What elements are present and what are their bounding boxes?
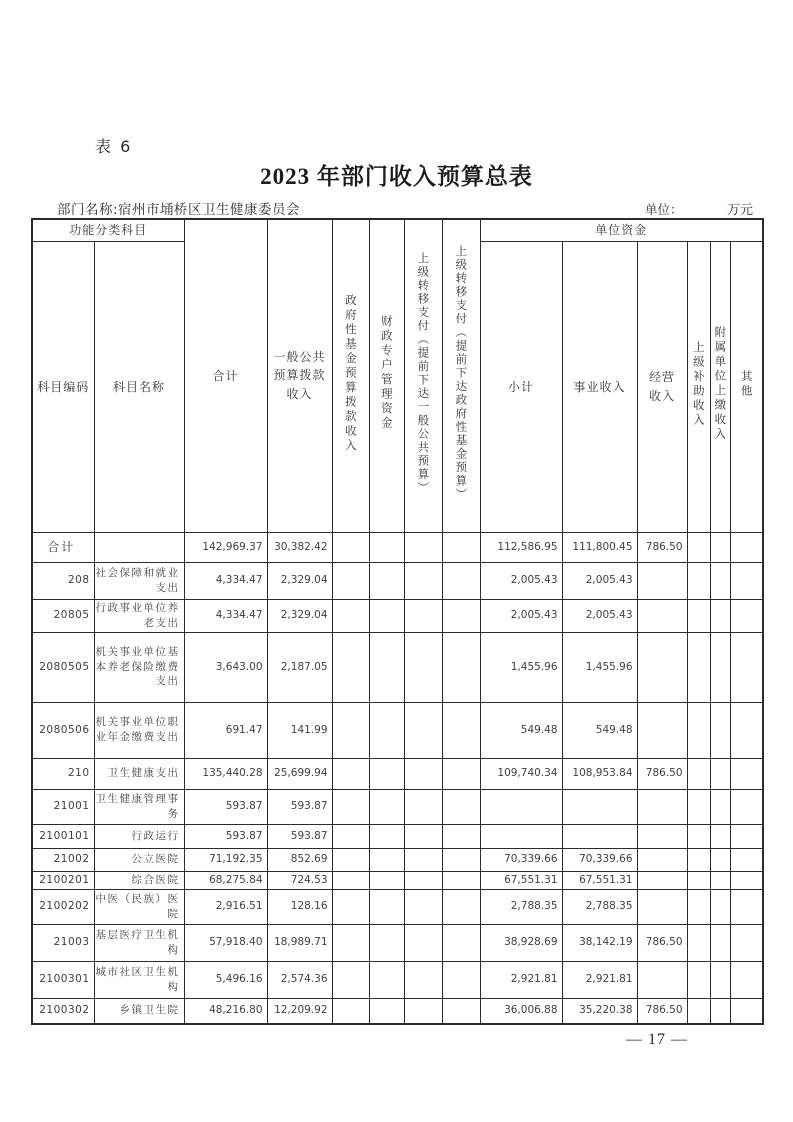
cell-affiliated xyxy=(710,824,730,848)
cell-subtotal xyxy=(480,789,562,824)
cell-subtotal: 2,005.43 xyxy=(480,599,562,632)
cell-code: 2100302 xyxy=(32,998,94,1024)
cell-name: 基层医疗卫生机构 xyxy=(94,924,184,961)
page-number: — 17 — xyxy=(626,1031,688,1048)
cell-name: 社会保障和就业支出 xyxy=(94,562,184,599)
cell-fiscal xyxy=(369,848,404,871)
table-row xyxy=(32,824,763,848)
cell-name: 行政运行 xyxy=(94,824,184,848)
cell-name: 公立医院 xyxy=(94,848,184,871)
group-header-functional-classification-label: 功能分类科目 xyxy=(69,223,148,238)
cell-transfer1 xyxy=(404,532,442,562)
table-row xyxy=(32,871,763,889)
cell-subsidy xyxy=(687,998,710,1024)
cell-subtotal xyxy=(480,824,562,848)
cell-govfund xyxy=(332,562,369,599)
group-header-unit-funds-label: 单位资金 xyxy=(595,223,648,238)
cell-name: 卫生健康管理事务 xyxy=(94,789,184,824)
cell-total: 691.47 xyxy=(184,702,267,758)
cell-business: 2,005.43 xyxy=(562,599,637,632)
cell-transfer1 xyxy=(404,871,442,889)
cell-other xyxy=(730,599,763,632)
cell-name: 乡镇卫生院 xyxy=(94,998,184,1024)
col-header-business-income-label: 事业收入 xyxy=(573,379,626,394)
cell-transfer2 xyxy=(442,632,480,702)
cell-operating xyxy=(637,889,687,924)
cell-general: 593.87 xyxy=(267,789,332,824)
table-row xyxy=(32,632,763,702)
cell-name: 中医（民族）医院 xyxy=(94,889,184,924)
cell-name xyxy=(94,532,184,562)
table-row xyxy=(32,924,763,961)
cell-other xyxy=(730,532,763,562)
cell-transfer2 xyxy=(442,532,480,562)
cell-govfund xyxy=(332,848,369,871)
cell-code: 210 xyxy=(32,758,94,789)
cell-affiliated xyxy=(710,532,730,562)
table-header xyxy=(32,219,763,532)
col-header-transfer-general xyxy=(404,219,442,532)
cell-total: 3,643.00 xyxy=(184,632,267,702)
cell-subsidy xyxy=(687,632,710,702)
cell-operating xyxy=(637,702,687,758)
cell-code: 2100101 xyxy=(32,824,94,848)
table-row xyxy=(32,889,763,924)
cell-transfer2 xyxy=(442,789,480,824)
cell-govfund xyxy=(332,789,369,824)
cell-business xyxy=(562,824,637,848)
cell-business: 549.48 xyxy=(562,702,637,758)
col-header-subtotal xyxy=(480,241,562,532)
cell-code: 2080505 xyxy=(32,632,94,702)
cell-general: 2,574.36 xyxy=(267,961,332,998)
budget-income-table xyxy=(31,218,764,1025)
cell-affiliated xyxy=(710,871,730,889)
cell-subsidy xyxy=(687,871,710,889)
cell-transfer2 xyxy=(442,924,480,961)
cell-general: 141.99 xyxy=(267,702,332,758)
cell-code: 2100301 xyxy=(32,961,94,998)
cell-operating: 786.50 xyxy=(637,532,687,562)
table-number-label: 表 6 xyxy=(95,137,133,156)
col-header-subject-name-label: 科目名称 xyxy=(113,379,166,394)
cell-general: 128.16 xyxy=(267,889,332,924)
col-header-total-label: 合计 xyxy=(212,368,239,383)
cell-affiliated xyxy=(710,848,730,871)
cell-transfer2 xyxy=(442,961,480,998)
cell-total: 135,440.28 xyxy=(184,758,267,789)
cell-other xyxy=(730,758,763,789)
cell-total: 48,216.80 xyxy=(184,998,267,1024)
cell-subsidy xyxy=(687,789,710,824)
cell-subsidy xyxy=(687,599,710,632)
cell-operating xyxy=(637,871,687,889)
cell-general: 2,329.04 xyxy=(267,562,332,599)
cell-transfer2 xyxy=(442,871,480,889)
cell-affiliated xyxy=(710,632,730,702)
cell-affiliated xyxy=(710,562,730,599)
col-header-transfer-gov-fund-label: 上级转移支付（提前下达政府性基金预算） xyxy=(454,245,469,502)
cell-transfer1 xyxy=(404,599,442,632)
cell-transfer1 xyxy=(404,702,442,758)
cell-govfund xyxy=(332,599,369,632)
cell-general: 2,329.04 xyxy=(267,599,332,632)
cell-transfer2 xyxy=(442,889,480,924)
cell-subtotal: 70,339.66 xyxy=(480,848,562,871)
table-row xyxy=(32,961,763,998)
cell-fiscal xyxy=(369,889,404,924)
cell-name: 卫生健康支出 xyxy=(94,758,184,789)
cell-code: 21001 xyxy=(32,789,94,824)
unit-label: 单位： xyxy=(645,202,683,217)
cell-other xyxy=(730,889,763,924)
cell-transfer1 xyxy=(404,961,442,998)
col-header-other xyxy=(730,241,763,532)
cell-govfund xyxy=(332,924,369,961)
col-header-subject-code-label: 科目编码 xyxy=(37,379,90,394)
cell-affiliated xyxy=(710,702,730,758)
page-title: 2023 年部门收入预算总表 xyxy=(260,164,533,189)
col-header-total xyxy=(184,219,267,532)
cell-govfund xyxy=(332,632,369,702)
cell-operating: 786.50 xyxy=(637,924,687,961)
cell-code: 合计 xyxy=(32,532,94,562)
cell-business: 70,339.66 xyxy=(562,848,637,871)
unit-value: 万元 xyxy=(727,203,754,218)
cell-business: 35,220.38 xyxy=(562,998,637,1024)
table-row xyxy=(32,599,763,632)
col-header-operating-income xyxy=(637,241,687,532)
cell-name: 城市社区卫生机构 xyxy=(94,961,184,998)
cell-total: 4,334.47 xyxy=(184,562,267,599)
col-header-subtotal-label: 小计 xyxy=(508,379,535,394)
cell-affiliated xyxy=(710,961,730,998)
cell-code: 20805 xyxy=(32,599,94,632)
cell-code: 2100202 xyxy=(32,889,94,924)
cell-transfer1 xyxy=(404,824,442,848)
cell-subsidy xyxy=(687,961,710,998)
cell-name: 综合医院 xyxy=(94,871,184,889)
cell-operating xyxy=(637,632,687,702)
col-header-gov-fund-budget xyxy=(332,219,369,532)
cell-affiliated xyxy=(710,758,730,789)
table-body xyxy=(32,532,763,1024)
cell-other xyxy=(730,924,763,961)
cell-fiscal xyxy=(369,532,404,562)
cell-subtotal: 112,586.95 xyxy=(480,532,562,562)
col-header-affiliated-unit-remitted-income xyxy=(710,241,730,532)
cell-code: 21003 xyxy=(32,924,94,961)
cell-business: 2,788.35 xyxy=(562,889,637,924)
department-name: 部门名称:宿州市埇桥区卫生健康委员会 xyxy=(57,202,301,218)
cell-affiliated xyxy=(710,599,730,632)
cell-general: 2,187.05 xyxy=(267,632,332,702)
cell-govfund xyxy=(332,702,369,758)
cell-subsidy xyxy=(687,758,710,789)
cell-total: 57,918.40 xyxy=(184,924,267,961)
cell-subtotal: 2,788.35 xyxy=(480,889,562,924)
cell-business: 1,455.96 xyxy=(562,632,637,702)
cell-affiliated xyxy=(710,998,730,1024)
cell-fiscal xyxy=(369,562,404,599)
cell-govfund xyxy=(332,824,369,848)
cell-operating: 786.50 xyxy=(637,758,687,789)
cell-transfer1 xyxy=(404,758,442,789)
cell-code: 208 xyxy=(32,562,94,599)
cell-fiscal xyxy=(369,998,404,1024)
cell-operating xyxy=(637,961,687,998)
cell-transfer1 xyxy=(404,848,442,871)
table-row xyxy=(32,758,763,789)
cell-affiliated xyxy=(710,924,730,961)
cell-transfer1 xyxy=(404,562,442,599)
cell-fiscal xyxy=(369,758,404,789)
cell-business: 111,800.45 xyxy=(562,532,637,562)
cell-name: 机关事业单位职业年金缴费支出 xyxy=(94,702,184,758)
cell-govfund xyxy=(332,961,369,998)
cell-subtotal: 109,740.34 xyxy=(480,758,562,789)
cell-subsidy xyxy=(687,824,710,848)
cell-transfer2 xyxy=(442,998,480,1024)
cell-general: 852.69 xyxy=(267,848,332,871)
table-row xyxy=(32,532,763,562)
cell-total: 71,192.35 xyxy=(184,848,267,871)
cell-general: 18,989.71 xyxy=(267,924,332,961)
cell-other xyxy=(730,562,763,599)
col-header-other-label: 其他 xyxy=(739,369,754,399)
cell-transfer2 xyxy=(442,758,480,789)
cell-fiscal xyxy=(369,632,404,702)
cell-subsidy xyxy=(687,562,710,599)
cell-subsidy xyxy=(687,924,710,961)
cell-total: 4,334.47 xyxy=(184,599,267,632)
cell-total: 593.87 xyxy=(184,824,267,848)
cell-business: 38,142.19 xyxy=(562,924,637,961)
col-header-transfer-gov-fund xyxy=(442,219,480,532)
cell-other xyxy=(730,848,763,871)
cell-business: 2,005.43 xyxy=(562,562,637,599)
cell-other xyxy=(730,871,763,889)
cell-subtotal: 2,005.43 xyxy=(480,562,562,599)
cell-transfer2 xyxy=(442,702,480,758)
cell-fiscal xyxy=(369,924,404,961)
col-header-transfer-general-label: 上级转移支付（提前下达一般公共预算） xyxy=(416,251,431,495)
cell-subtotal: 2,921.81 xyxy=(480,961,562,998)
cell-affiliated xyxy=(710,889,730,924)
cell-business: 67,551.31 xyxy=(562,871,637,889)
col-header-general-public-budget-label: 一般公共预算拨款收入 xyxy=(273,349,326,402)
table-row xyxy=(32,998,763,1024)
cell-total: 142,969.37 xyxy=(184,532,267,562)
cell-other xyxy=(730,632,763,702)
col-header-general-public-budget xyxy=(267,219,332,532)
cell-transfer1 xyxy=(404,924,442,961)
cell-fiscal xyxy=(369,871,404,889)
cell-govfund xyxy=(332,998,369,1024)
cell-subtotal: 67,551.31 xyxy=(480,871,562,889)
cell-subtotal: 1,455.96 xyxy=(480,632,562,702)
cell-subsidy xyxy=(687,889,710,924)
cell-name: 行政事业单位养老支出 xyxy=(94,599,184,632)
cell-transfer2 xyxy=(442,562,480,599)
col-header-higher-level-subsidy-income xyxy=(687,241,710,532)
cell-subsidy xyxy=(687,848,710,871)
cell-business xyxy=(562,789,637,824)
cell-operating xyxy=(637,824,687,848)
cell-subsidy xyxy=(687,702,710,758)
cell-transfer1 xyxy=(404,632,442,702)
cell-operating xyxy=(637,599,687,632)
cell-total: 5,496.16 xyxy=(184,961,267,998)
cell-name: 机关事业单位基本养老保险缴费支出 xyxy=(94,632,184,702)
cell-other xyxy=(730,998,763,1024)
cell-govfund xyxy=(332,758,369,789)
cell-other xyxy=(730,702,763,758)
table-row xyxy=(32,848,763,871)
col-header-fiscal-account-funds xyxy=(369,219,404,532)
cell-code: 2100201 xyxy=(32,871,94,889)
cell-general: 12,209.92 xyxy=(267,998,332,1024)
col-header-fiscal-account-funds-label: 财政专户管理资金 xyxy=(379,315,394,432)
cell-subtotal: 36,006.88 xyxy=(480,998,562,1024)
cell-fiscal xyxy=(369,824,404,848)
group-header-functional-classification xyxy=(32,219,184,241)
cell-affiliated xyxy=(710,789,730,824)
cell-govfund xyxy=(332,532,369,562)
cell-other xyxy=(730,789,763,824)
cell-govfund xyxy=(332,889,369,924)
cell-code: 21002 xyxy=(32,848,94,871)
cell-fiscal xyxy=(369,702,404,758)
cell-business: 108,953.84 xyxy=(562,758,637,789)
cell-total: 593.87 xyxy=(184,789,267,824)
cell-operating xyxy=(637,562,687,599)
cell-fiscal xyxy=(369,599,404,632)
cell-subsidy xyxy=(687,532,710,562)
cell-code: 2080506 xyxy=(32,702,94,758)
cell-transfer2 xyxy=(442,824,480,848)
cell-transfer1 xyxy=(404,889,442,924)
header-row-groups xyxy=(32,219,763,241)
cell-total: 2,916.51 xyxy=(184,889,267,924)
cell-general: 25,699.94 xyxy=(267,758,332,789)
col-header-operating-income-label: 经营收入 xyxy=(649,369,676,403)
cell-general: 724.53 xyxy=(267,871,332,889)
col-header-subject-name xyxy=(94,241,184,532)
cell-subtotal: 549.48 xyxy=(480,702,562,758)
cell-general: 30,382.42 xyxy=(267,532,332,562)
col-header-affiliated-unit-remitted-income-label: 附属单位上缴收入 xyxy=(713,326,728,442)
cell-fiscal xyxy=(369,789,404,824)
cell-transfer2 xyxy=(442,848,480,871)
group-header-unit-funds xyxy=(480,219,763,241)
cell-transfer2 xyxy=(442,599,480,632)
cell-subtotal: 38,928.69 xyxy=(480,924,562,961)
cell-other xyxy=(730,961,763,998)
table-row xyxy=(32,789,763,824)
col-header-gov-fund-budget-label: 政府性基金预算拨款收入 xyxy=(343,293,358,453)
table-row xyxy=(32,702,763,758)
cell-business: 2,921.81 xyxy=(562,961,637,998)
cell-total: 68,275.84 xyxy=(184,871,267,889)
cell-other xyxy=(730,824,763,848)
col-header-subject-code xyxy=(32,241,94,532)
cell-operating xyxy=(637,848,687,871)
cell-transfer1 xyxy=(404,789,442,824)
table-row xyxy=(32,562,763,599)
cell-govfund xyxy=(332,871,369,889)
cell-transfer1 xyxy=(404,998,442,1024)
cell-general: 593.87 xyxy=(267,824,332,848)
col-header-business-income xyxy=(562,241,637,532)
cell-operating: 786.50 xyxy=(637,998,687,1024)
cell-fiscal xyxy=(369,961,404,998)
cell-operating xyxy=(637,789,687,824)
col-header-higher-level-subsidy-income-label: 上级补助收入 xyxy=(691,340,706,428)
